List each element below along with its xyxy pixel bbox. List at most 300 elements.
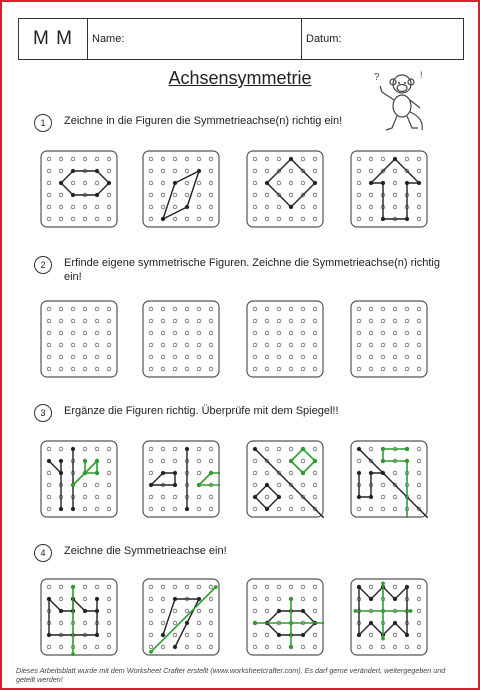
peg xyxy=(83,157,87,161)
peg xyxy=(161,447,165,451)
peg xyxy=(185,331,189,335)
figure-peg xyxy=(71,585,75,589)
peg xyxy=(369,205,373,209)
peg xyxy=(149,307,153,311)
peg xyxy=(393,495,397,499)
peg xyxy=(83,319,87,323)
peg xyxy=(173,205,177,209)
peg xyxy=(417,495,421,499)
peg xyxy=(289,355,293,359)
geoboard-4-2 xyxy=(142,578,220,656)
peg xyxy=(289,331,293,335)
peg xyxy=(357,319,361,323)
peg xyxy=(209,633,213,637)
peg xyxy=(253,157,257,161)
peg xyxy=(47,343,51,347)
peg xyxy=(369,157,373,161)
board-frame xyxy=(351,301,427,377)
figure-peg xyxy=(253,447,257,451)
peg xyxy=(405,355,409,359)
page-title: Achsensymmetrie xyxy=(168,68,312,88)
peg xyxy=(209,367,213,371)
peg xyxy=(95,307,99,311)
board-frame xyxy=(143,301,219,377)
peg xyxy=(149,355,153,359)
board-frame xyxy=(247,151,323,227)
peg xyxy=(185,319,189,323)
peg xyxy=(107,495,111,499)
peg xyxy=(405,343,409,347)
peg xyxy=(301,645,305,649)
peg xyxy=(185,645,189,649)
peg xyxy=(381,483,385,487)
peg xyxy=(83,447,87,451)
peg xyxy=(313,331,317,335)
peg xyxy=(209,169,213,173)
peg xyxy=(277,483,281,487)
peg xyxy=(369,507,373,511)
peg xyxy=(265,307,269,311)
peg xyxy=(369,319,373,323)
task-number: 3 xyxy=(34,404,52,422)
peg xyxy=(83,597,87,601)
figure-peg xyxy=(161,633,165,637)
figure-peg xyxy=(71,193,75,197)
peg xyxy=(265,331,269,335)
figure-peg xyxy=(214,585,218,589)
peg xyxy=(161,507,165,511)
peg xyxy=(253,355,257,359)
peg xyxy=(47,585,51,589)
peg xyxy=(95,217,99,221)
peg xyxy=(107,319,111,323)
peg xyxy=(161,645,165,649)
figure-peg xyxy=(301,447,305,451)
peg xyxy=(71,181,75,185)
peg xyxy=(313,483,317,487)
peg xyxy=(209,585,213,589)
peg xyxy=(197,471,201,475)
peg xyxy=(417,633,421,637)
peg xyxy=(47,331,51,335)
peg xyxy=(369,633,373,637)
figure-peg xyxy=(95,459,99,463)
peg xyxy=(107,471,111,475)
peg xyxy=(185,343,189,347)
figure-peg xyxy=(405,181,409,185)
task-instruction: Zeichne in die Figuren die Symmetrieachse(n) richtig ein! xyxy=(64,115,343,127)
peg xyxy=(71,307,75,311)
peg xyxy=(417,447,421,451)
figure-peg xyxy=(95,609,99,613)
peg xyxy=(95,367,99,371)
peg xyxy=(83,217,87,221)
peg xyxy=(47,447,51,451)
peg xyxy=(277,459,281,463)
peg xyxy=(265,495,269,499)
peg xyxy=(417,217,421,221)
figure-peg xyxy=(253,495,257,499)
geoboard-2-4 xyxy=(350,300,428,378)
peg xyxy=(107,193,111,197)
peg xyxy=(313,471,317,475)
figure-peg xyxy=(405,217,409,221)
peg xyxy=(289,217,293,221)
peg xyxy=(313,157,317,161)
peg xyxy=(47,507,51,511)
peg xyxy=(253,343,257,347)
figure-peg xyxy=(369,181,373,185)
peg xyxy=(417,205,421,209)
peg xyxy=(107,507,111,511)
peg xyxy=(197,495,201,499)
peg xyxy=(185,181,189,185)
peg xyxy=(149,193,153,197)
peg xyxy=(369,169,373,173)
figure-peg xyxy=(149,483,153,487)
peg xyxy=(185,217,189,221)
peg xyxy=(313,193,317,197)
peg xyxy=(47,483,51,487)
peg xyxy=(59,307,63,311)
peg xyxy=(393,645,397,649)
peg xyxy=(265,609,269,613)
peg xyxy=(265,471,269,475)
peg xyxy=(417,193,421,197)
peg xyxy=(417,319,421,323)
peg xyxy=(107,367,111,371)
task-number: 1 xyxy=(34,114,52,132)
figure-peg xyxy=(277,633,281,637)
peg xyxy=(161,181,165,185)
peg xyxy=(253,181,257,185)
peg xyxy=(173,193,177,197)
peg xyxy=(289,193,293,197)
peg xyxy=(277,367,281,371)
peg xyxy=(149,367,153,371)
peg xyxy=(209,447,213,451)
peg xyxy=(301,507,305,511)
peg xyxy=(197,193,201,197)
peg xyxy=(149,633,153,637)
geoboard-4-4 xyxy=(350,578,428,656)
figure-peg xyxy=(381,582,385,586)
peg xyxy=(253,633,257,637)
figure-peg xyxy=(185,447,189,451)
peg xyxy=(197,645,201,649)
peg xyxy=(301,597,305,601)
peg xyxy=(369,367,373,371)
peg xyxy=(107,621,111,625)
peg xyxy=(381,343,385,347)
board-frame xyxy=(41,301,117,377)
peg xyxy=(313,205,317,209)
peg xyxy=(369,193,373,197)
task-number: 4 xyxy=(34,544,52,562)
peg xyxy=(47,193,51,197)
peg xyxy=(417,343,421,347)
peg xyxy=(197,507,201,511)
peg xyxy=(83,645,87,649)
peg xyxy=(301,205,305,209)
figure-peg xyxy=(71,169,75,173)
peg xyxy=(289,181,293,185)
task-2 xyxy=(34,256,444,284)
board-frame xyxy=(41,151,117,227)
peg xyxy=(185,169,189,173)
peg xyxy=(369,331,373,335)
figure-peg xyxy=(357,585,361,589)
figure-peg xyxy=(59,459,63,463)
figure-peg xyxy=(71,652,75,656)
figure-peg xyxy=(289,645,293,649)
figure-peg xyxy=(83,471,87,475)
peg xyxy=(209,319,213,323)
peg xyxy=(301,331,305,335)
figure-peg xyxy=(95,169,99,173)
peg xyxy=(173,633,177,637)
board-frame xyxy=(143,579,219,655)
peg xyxy=(161,609,165,613)
peg xyxy=(301,483,305,487)
peg xyxy=(107,169,111,173)
figure-peg xyxy=(173,181,177,185)
peg xyxy=(149,471,153,475)
figure-peg xyxy=(381,459,385,463)
peg xyxy=(393,633,397,637)
peg xyxy=(289,495,293,499)
task-4 xyxy=(34,544,444,562)
peg xyxy=(59,585,63,589)
peg xyxy=(357,181,361,185)
peg xyxy=(173,621,177,625)
peg xyxy=(301,307,305,311)
figure-peg xyxy=(409,609,413,613)
peg xyxy=(417,645,421,649)
figure-peg xyxy=(301,633,305,637)
peg xyxy=(265,597,269,601)
peg xyxy=(173,459,177,463)
peg xyxy=(301,319,305,323)
peg xyxy=(83,367,87,371)
peg xyxy=(83,307,87,311)
peg xyxy=(185,193,189,197)
peg xyxy=(95,495,99,499)
peg xyxy=(197,343,201,347)
peg xyxy=(381,507,385,511)
figure-peg xyxy=(289,157,293,161)
peg xyxy=(173,495,177,499)
peg xyxy=(185,157,189,161)
peg xyxy=(107,609,111,613)
peg xyxy=(107,307,111,311)
peg xyxy=(405,307,409,311)
peg xyxy=(209,217,213,221)
peg xyxy=(47,495,51,499)
peg xyxy=(357,343,361,347)
peg xyxy=(313,217,317,221)
peg xyxy=(277,157,281,161)
peg xyxy=(59,319,63,323)
peg xyxy=(381,355,385,359)
figure-peg xyxy=(173,483,177,487)
figure-peg xyxy=(173,645,177,649)
figure-peg xyxy=(95,597,99,601)
peg xyxy=(301,343,305,347)
peg xyxy=(83,343,87,347)
peg xyxy=(161,169,165,173)
peg xyxy=(173,343,177,347)
peg xyxy=(289,169,293,173)
peg xyxy=(265,205,269,209)
peg xyxy=(277,319,281,323)
peg xyxy=(253,331,257,335)
peg xyxy=(357,507,361,511)
peg xyxy=(417,597,421,601)
geoboard-3-3 xyxy=(246,440,324,518)
peg xyxy=(197,331,201,335)
peg xyxy=(405,331,409,335)
figure-peg xyxy=(185,205,189,209)
peg xyxy=(47,367,51,371)
peg xyxy=(277,645,281,649)
peg xyxy=(47,471,51,475)
peg xyxy=(161,367,165,371)
peg xyxy=(149,447,153,451)
peg xyxy=(59,367,63,371)
logo: M M xyxy=(19,19,88,59)
figure-peg xyxy=(289,205,293,209)
geoboard-2-3 xyxy=(246,300,324,378)
figure-peg xyxy=(149,650,153,654)
peg xyxy=(59,355,63,359)
figure-peg xyxy=(393,621,397,625)
figure-peg xyxy=(277,495,281,499)
figure-peg xyxy=(381,217,385,221)
peg xyxy=(161,193,165,197)
figure-peg xyxy=(71,483,75,487)
peg xyxy=(369,307,373,311)
peg xyxy=(71,331,75,335)
peg xyxy=(149,181,153,185)
peg xyxy=(95,205,99,209)
peg xyxy=(313,495,317,499)
peg xyxy=(277,507,281,511)
peg xyxy=(197,585,201,589)
peg xyxy=(277,217,281,221)
peg xyxy=(417,483,421,487)
peg xyxy=(59,447,63,451)
peg xyxy=(185,355,189,359)
peg xyxy=(83,495,87,499)
peg xyxy=(71,355,75,359)
figure-peg xyxy=(313,181,317,185)
peg xyxy=(83,355,87,359)
geoboard-2-2 xyxy=(142,300,220,378)
peg xyxy=(71,367,75,371)
peg xyxy=(405,645,409,649)
geoboard-1-4 xyxy=(350,150,428,228)
peg xyxy=(393,181,397,185)
peg xyxy=(313,609,317,613)
peg xyxy=(107,447,111,451)
peg xyxy=(161,621,165,625)
figure-peg xyxy=(173,597,177,601)
peg xyxy=(59,217,63,221)
peg xyxy=(149,597,153,601)
figure-peg xyxy=(197,169,201,173)
peg xyxy=(289,585,293,589)
figure-peg xyxy=(405,633,409,637)
peg xyxy=(289,471,293,475)
geoboard-2-1 xyxy=(40,300,118,378)
peg xyxy=(253,585,257,589)
peg xyxy=(59,621,63,625)
peg xyxy=(149,205,153,209)
peg xyxy=(161,157,165,161)
task-1 xyxy=(34,114,444,132)
svg-text:!: ! xyxy=(420,70,423,80)
figure-peg xyxy=(47,597,51,601)
peg xyxy=(173,609,177,613)
figure-peg xyxy=(59,471,63,475)
peg xyxy=(185,307,189,311)
peg xyxy=(209,343,213,347)
figure-peg xyxy=(405,447,409,451)
peg xyxy=(95,483,99,487)
figure-peg xyxy=(417,181,421,185)
peg xyxy=(393,331,397,335)
peg xyxy=(393,343,397,347)
peg xyxy=(277,343,281,347)
peg xyxy=(369,217,373,221)
peg xyxy=(301,459,305,463)
peg xyxy=(301,355,305,359)
figure-peg xyxy=(405,585,409,589)
peg xyxy=(253,459,257,463)
peg xyxy=(253,169,257,173)
geoboard-3-1 xyxy=(40,440,118,518)
geoboard-3-2 xyxy=(142,440,220,518)
peg xyxy=(265,633,269,637)
peg xyxy=(197,633,201,637)
peg xyxy=(161,495,165,499)
peg xyxy=(265,157,269,161)
peg xyxy=(253,645,257,649)
peg xyxy=(357,331,361,335)
peg xyxy=(253,367,257,371)
figure-peg xyxy=(265,507,269,511)
peg xyxy=(47,217,51,221)
peg xyxy=(149,217,153,221)
peg xyxy=(381,319,385,323)
figure-peg xyxy=(381,447,385,451)
peg xyxy=(369,343,373,347)
board-frame xyxy=(247,579,323,655)
figure-peg xyxy=(381,471,385,475)
peg xyxy=(209,157,213,161)
peg xyxy=(405,319,409,323)
figure-peg xyxy=(83,609,87,613)
peg xyxy=(95,645,99,649)
peg xyxy=(209,621,213,625)
figure-peg xyxy=(107,181,111,185)
header xyxy=(18,18,464,60)
peg xyxy=(417,307,421,311)
peg xyxy=(209,331,213,335)
figure-peg xyxy=(59,181,63,185)
peg xyxy=(369,645,373,649)
